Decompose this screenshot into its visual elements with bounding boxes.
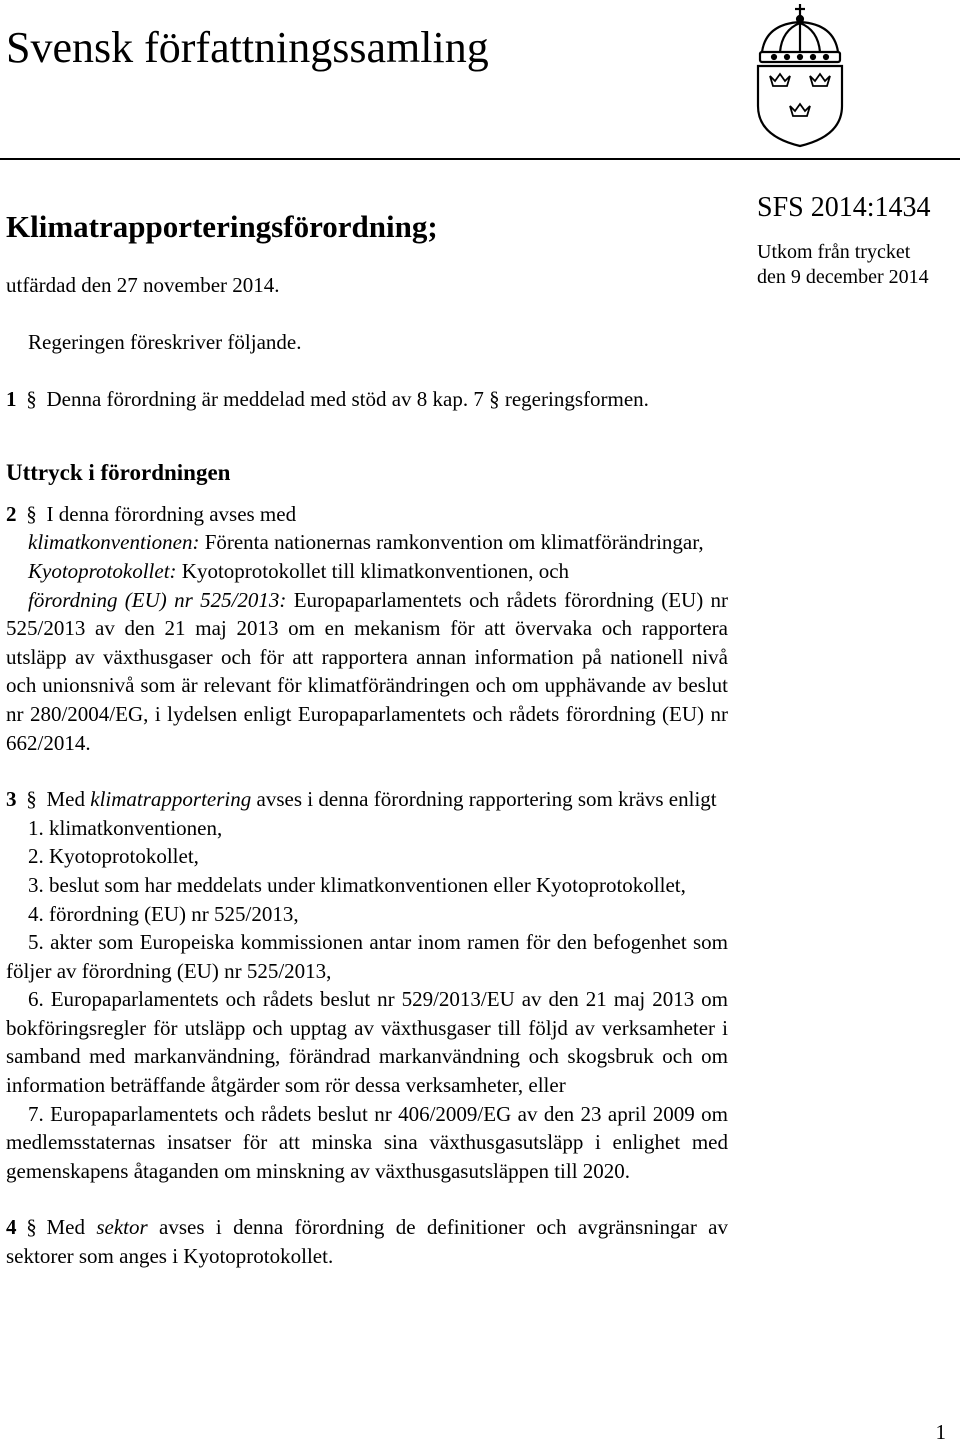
section-2 xyxy=(6,500,728,529)
header-rule xyxy=(0,158,960,160)
section-post: avses i denna förordning de definitioner och avgränsningar av sektorer som anges i Kyotoprotokollet. xyxy=(6,1215,729,1269)
section-number: 1 xyxy=(6,386,17,411)
page-number: 1 xyxy=(935,1420,946,1444)
sfs-number: SFS 2014:1434 xyxy=(757,192,931,223)
section-1 xyxy=(6,385,728,414)
definition-item xyxy=(6,528,728,557)
list-item: 4. förordning (EU) nr 525/2013, xyxy=(28,901,299,926)
definition-term: Kyotoprotokollet: xyxy=(28,558,177,583)
section-3 xyxy=(6,785,728,814)
published-line-2: den 9 december 2014 xyxy=(757,266,929,288)
section-sign: § xyxy=(26,787,37,812)
definition-text: Europaparlamentets och rådets förordning (EU) nr 525/2013 av den 21 maj 2013 om en mekanism för att övervaka och rapportera utsläpp av växthusgaser och för att rapportera annan information på nationell nivå och unionsnivå som är relevant för klimatförändringen och om upphävande av beslut nr 280/2004/EG, i lydelsen enligt Europaparlamentets och rådets förordning (EU) nr 662/2014. xyxy=(6,587,729,755)
series-title: Svensk författningssamling xyxy=(6,23,489,72)
definition-text: Kyotoprotokollet till klimatkonventionen, och xyxy=(181,558,570,583)
definition-text: Förenta nationernas ramkonvention om klimatförändringar, xyxy=(204,530,704,555)
section-sign: § xyxy=(26,386,37,411)
section-pre: Med xyxy=(46,1215,85,1240)
section-sign: § xyxy=(26,1215,37,1240)
section-term: sektor xyxy=(96,1215,148,1240)
list-item: 6. Europaparlamentets och rådets beslut nr 529/2013/EU av den 21 maj 2013 om bokföringsregler för utsläpp och upptag av växthusgaser till följd av verksamheter i samband med markanvändning, förändrad markanvändning och skogsbruk och om information beträffande åtgärder som rör dessa verksamheter, eller xyxy=(6,987,728,1098)
section-post: avses i denna förordning rapportering som krävs enligt xyxy=(256,787,717,812)
issued-date: utfärdad den 27 november 2014. xyxy=(6,273,280,297)
section-4 xyxy=(6,1213,728,1270)
list-item: 5. akter som Europeiska kommissionen antar inom ramen för den befogenhet som följer av förordning (EU) nr 525/2013, xyxy=(6,930,728,983)
published-line-1: Utkom från trycket xyxy=(757,241,911,263)
definition-term: klimatkonventionen: xyxy=(28,530,200,555)
list-item: 3. beslut som har meddelats under klimatkonventionen eller Kyotoprotokollet, xyxy=(28,872,686,897)
document-title: Klimatrapporteringsförordning; xyxy=(6,209,438,244)
list-item: 1. klimatkonventionen, xyxy=(28,815,223,840)
section-pre: Med xyxy=(46,787,85,812)
definition-term: förordning (EU) nr 525/2013: xyxy=(28,587,287,612)
section-number: 2 xyxy=(6,501,17,526)
document-body xyxy=(6,328,728,1271)
intro-text: Regeringen föreskriver följande. xyxy=(28,330,302,354)
swedish-coat-of-arms-icon xyxy=(752,2,848,148)
definition-item xyxy=(6,557,728,586)
section-term: klimatrapportering xyxy=(90,787,252,812)
section-number: 4 xyxy=(6,1215,17,1240)
list-item: 2. Kyotoprotokollet, xyxy=(28,844,199,869)
section-number: 3 xyxy=(6,787,17,812)
list-item: 7. Europaparlamentets och rådets beslut nr 406/2009/EG av den 23 april 2009 om medlemsstaternas insatser för att minska sina växthusgasutsläpp i enlighet med gemenskapens åtaganden om minskning av växthusgasutsläppen till 2020. xyxy=(6,1101,728,1183)
section-heading: Uttryck i förordningen xyxy=(6,460,231,486)
section-text: Denna förordning är meddelad med stöd av 8 kap. 7 § regeringsformen. xyxy=(46,386,649,411)
section-sign: § xyxy=(26,501,37,526)
definition-item xyxy=(6,586,728,758)
section-lead: I denna förordning avses med xyxy=(46,501,297,526)
